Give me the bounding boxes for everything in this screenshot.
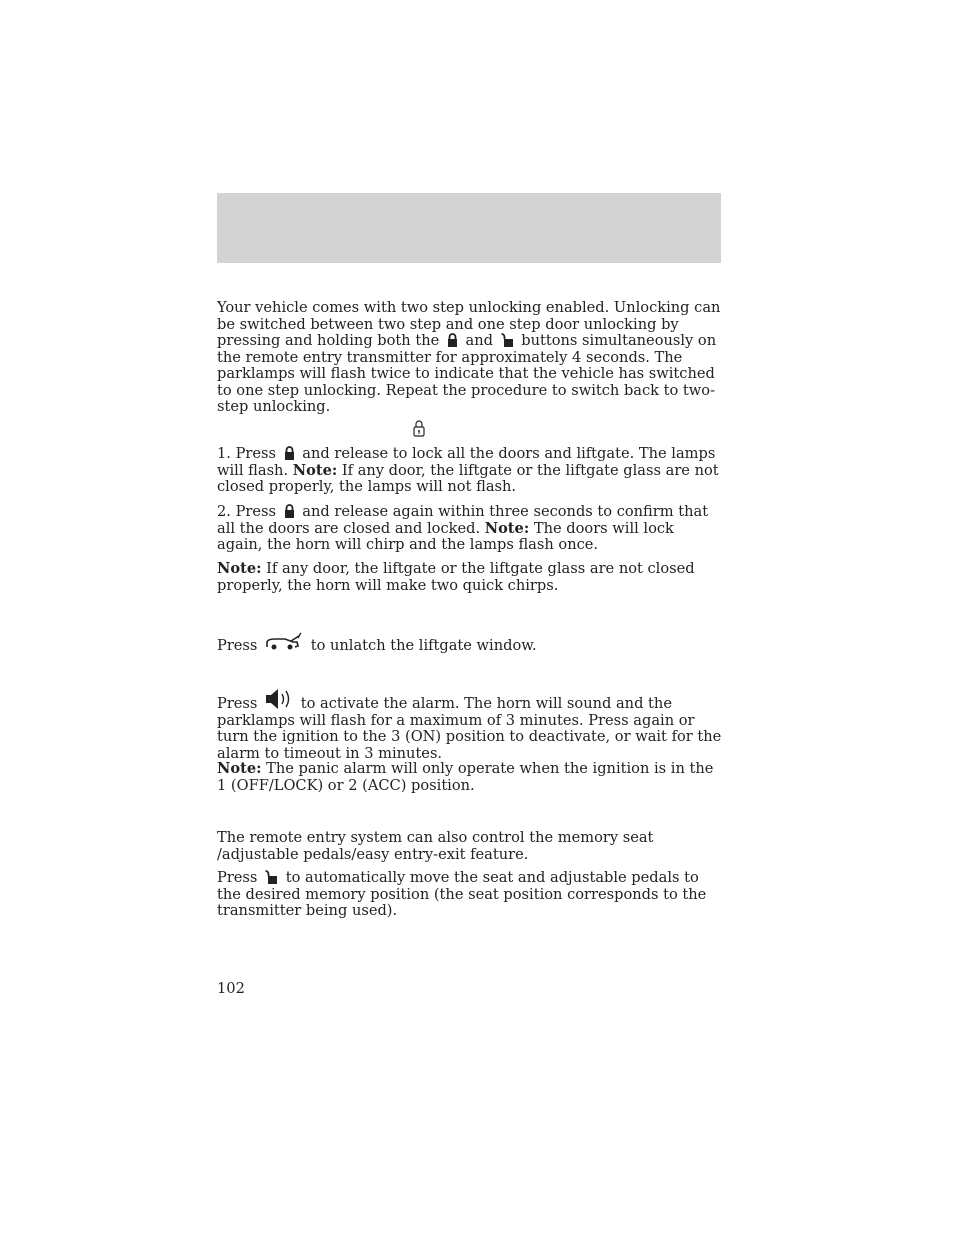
memory-paragraph-1 — [217, 830, 722, 863]
lock-step-1-a: 1. Press — [217, 445, 276, 462]
note-label: Note: — [217, 560, 262, 577]
lock-icon — [284, 504, 295, 518]
panic-note-text: The panic alarm will only operate when the ignition is in the 1 (OFF/LOCK) or 2 (ACC) position. — [217, 760, 714, 794]
lock-step-2-a: 2. Press — [217, 503, 276, 520]
lock-outline-icon — [413, 419, 425, 437]
lock-step-1-b: and release to lock all the doors and liftgate. The lamps will flash. — [217, 445, 716, 479]
panic-paragraph — [217, 688, 722, 762]
note-label: Note: — [484, 519, 530, 537]
memory-text-a: Press — [217, 869, 258, 886]
liftgate-text-a: Press — [217, 637, 258, 654]
lock-step-2-note: The doors will lock again, the horn will chirp and the lamps flash once. — [217, 519, 674, 553]
liftgate-icon — [265, 632, 303, 652]
liftgate-paragraph — [217, 632, 722, 655]
note-label: Note: — [217, 760, 262, 777]
lock-step-1 — [217, 446, 722, 496]
liftgate-text-b: to unlatch the liftgate window. — [310, 637, 537, 654]
unlock-icon — [501, 333, 514, 347]
lock-step-1-note: If any door, the liftgate or the liftgate glass are not closed properly, the lamps will not flash. — [217, 461, 719, 495]
panic-note — [217, 761, 722, 794]
lock-step-2-b: and release again within three seconds to confirm that all the doors are closed and locked. — [217, 503, 709, 537]
section-header-band — [217, 193, 721, 263]
lock-step-2 — [217, 504, 722, 554]
panic-text-b: to activate the alarm. The horn will sound and the parklamps will flash for a maximum of 3 minutes. Press again or turn the ignition to the 3 (ON) position to deactivate, or wait for the alarm to timeout in 3 minutes. — [217, 695, 722, 762]
page-number: 102 — [217, 980, 245, 997]
two-step-text-1: Your vehicle comes with two step unlocking enabled. Unlocking can be switched between two step and one step door unlocking by pressing and holding both the — [217, 299, 721, 349]
lock-icon — [447, 333, 458, 347]
memory-text-b: to automatically move the seat and adjustable pedals to the desired memory position (the seat position corresponds to the transmitter being used). — [217, 869, 707, 919]
unlock-icon — [265, 870, 278, 884]
memory-text-1: The remote entry system can also control the memory seat /adjustable pedals/easy entry-exit feature. — [217, 829, 654, 863]
lock-icon — [284, 446, 295, 460]
two-step-paragraph — [217, 300, 722, 416]
panic-text-a: Press — [217, 695, 258, 712]
memory-paragraph-2 — [217, 870, 722, 920]
note-label: Note: — [292, 461, 338, 479]
lock-note — [217, 561, 722, 594]
speaker-icon — [265, 688, 293, 710]
lock-note-text: If any door, the liftgate or the liftgate glass are not closed properly, the horn will make two quick chirps. — [217, 560, 695, 594]
two-step-text-3: buttons simultaneously on the remote entry transmitter for approximately 4 seconds. The parklamps will flash twice to indicate that the vehicle has switched to one step unlocking. Repeat the procedure to switch back to two-step unlocking. — [217, 332, 717, 415]
two-step-text-2: and — [465, 332, 493, 349]
